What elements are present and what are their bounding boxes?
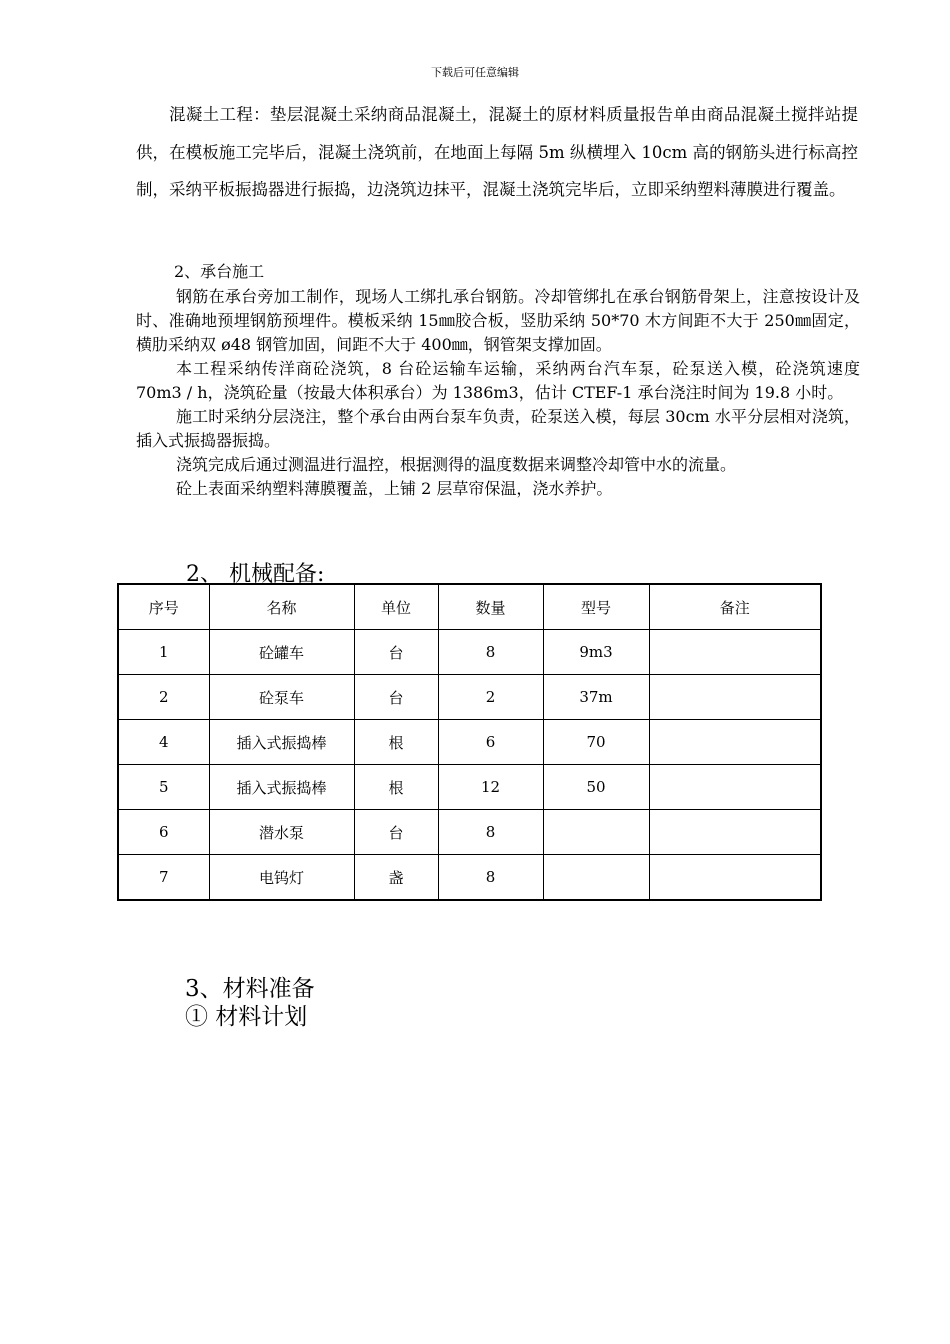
- table-cell: [649, 855, 821, 901]
- table-cell: 6: [118, 810, 209, 855]
- table-cell: 8: [438, 855, 543, 901]
- table-cell: 2: [438, 675, 543, 720]
- table-cell: 砼罐车: [209, 630, 354, 675]
- table-cell: 台: [354, 630, 438, 675]
- table-cell: [543, 855, 649, 901]
- table-cell: 12: [438, 765, 543, 810]
- section-material-title: 3、材料准备: [185, 976, 315, 1002]
- cap-paragraph: 钢筋在承台旁加工制作，现场人工绑扎承台钢筋。冷却管绑扎在承台钢筋骨架上，注意按设计及时、准确地预埋钢筋预埋件。模板采纳 15㎜胶合板，竖肋采纳 50*70 木方间距不大于 250㎜固定，横肋采纳双 ø48 钢管加固，间距不大于 400㎜，钢管架支撑加固。: [136, 287, 860, 354]
- header-cell: 名称: [209, 584, 354, 630]
- table-row: [118, 720, 821, 765]
- table-cell: 9m3: [543, 630, 649, 675]
- table-cell: 插入式振捣棒: [209, 720, 354, 765]
- machinery-table: [117, 583, 822, 901]
- cap-paragraph: 浇筑完成后通过测温进行温控，根据测得的温度数据来调整冷却管中水的流量。: [176, 455, 737, 474]
- table-cell: 根: [354, 720, 438, 765]
- concrete-paragraph: [136, 96, 858, 209]
- table-cell: 7: [118, 855, 209, 901]
- table-cell: 6: [438, 720, 543, 765]
- table-cell: 台: [354, 675, 438, 720]
- table-cell: 根: [354, 765, 438, 810]
- table-cell: 8: [438, 810, 543, 855]
- table-cell: 70: [543, 720, 649, 765]
- table-row: [118, 675, 821, 720]
- table-cell: [649, 720, 821, 765]
- table-cell: 8: [438, 630, 543, 675]
- page-header: 下载后可任意编辑: [431, 66, 519, 79]
- table-cell: 电钨灯: [209, 855, 354, 901]
- header-cell: 单位: [354, 584, 438, 630]
- header-cell: 型号: [543, 584, 649, 630]
- table-row: [118, 765, 821, 810]
- table-cell: 插入式振捣棒: [209, 765, 354, 810]
- table-cell: 5: [118, 765, 209, 810]
- table-cell: 4: [118, 720, 209, 765]
- table-cell: [649, 765, 821, 810]
- header-cell: 备注: [649, 584, 821, 630]
- cap-paragraph: 砼上表面采纳塑料薄膜覆盖，上铺 2 层草帘保温，浇水养护。: [176, 479, 613, 498]
- table-cell: 砼泵车: [209, 675, 354, 720]
- table-cell: 50: [543, 765, 649, 810]
- table-cell: 1: [118, 630, 209, 675]
- cap-paragraph: 本工程采纳传洋商砼浇筑，8 台砼运输车运输，采纳两台汽车泵，砼泵送入模，砼浇筑速度 70m3 / h，浇筑砼量（按最大体积承台）为 1386m3，估计 CTEF-1 承台浇注时间为 19.8 小时。: [136, 359, 860, 402]
- table-cell: 潜水泵: [209, 810, 354, 855]
- table-cell: 2: [118, 675, 209, 720]
- table-header-row: [118, 584, 821, 630]
- table-cell: 37m: [543, 675, 649, 720]
- cap-paragraph: 施工时采纳分层浇注，整个承台由两台泵车负责，砼泵送入模，每层 30cm 水平分层相对浇筑，插入式振捣器振捣。: [136, 407, 860, 450]
- table-cell: [649, 810, 821, 855]
- header-cell: 数量: [438, 584, 543, 630]
- table-row: [118, 810, 821, 855]
- subsection-material-plan: ① 材料计划: [185, 1004, 308, 1030]
- table-cell: 台: [354, 810, 438, 855]
- table-cell: [543, 810, 649, 855]
- table-row: [118, 630, 821, 675]
- concrete-paragraph-text: 混凝土工程：垫层混凝土采纳商品混凝土，混凝土的原材料质量报告单由商品混凝土搅拌站提供，在模板施工完毕后，混凝土浇筑前，在地面上每隔 5m 纵横埋入 10cm 高的钢筋头进行标高控制，采纳平板振捣器进行振捣，边浇筑边抹平，混凝土浇筑完毕后，立即采纳塑料薄膜进行覆盖。: [136, 105, 858, 199]
- section-cap-title: 2、承台施工: [174, 262, 265, 281]
- section-mech-title: 2、 机械配备:: [186, 562, 325, 587]
- table-cell: 盏: [354, 855, 438, 901]
- cap-construction-section: [136, 285, 860, 501]
- header-cell: 序号: [118, 584, 209, 630]
- table-cell: [649, 675, 821, 720]
- table-row: [118, 855, 821, 901]
- table-cell: [649, 630, 821, 675]
